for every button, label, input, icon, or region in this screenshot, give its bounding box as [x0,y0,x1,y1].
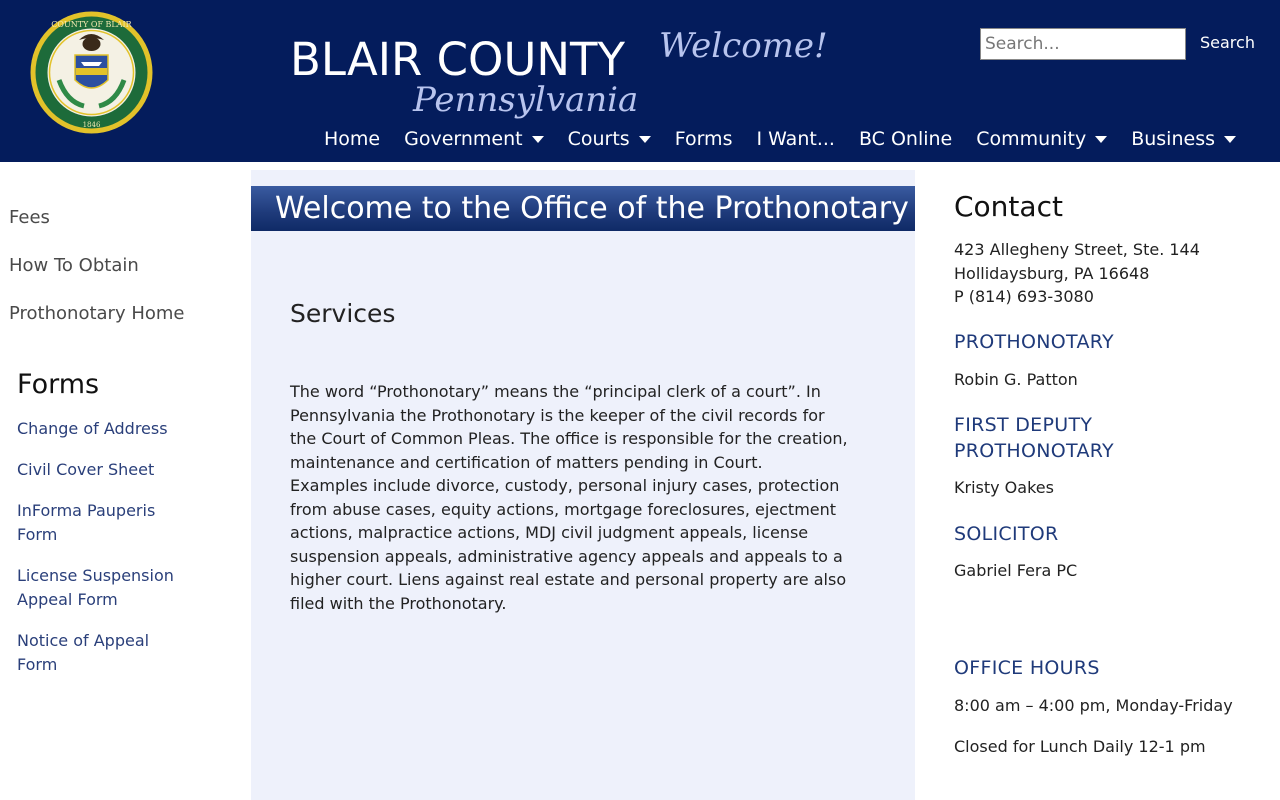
lunch-hours-line: Closed for Lunch Daily 12-1 pm [954,737,1206,756]
deputy-heading-line: PROTHONOTARY [954,440,1114,462]
prothonotary-name: Robin G. Patton [954,370,1078,389]
services-heading: Services [290,299,396,328]
form-link-change-of-address[interactable]: Change of Address [17,419,168,438]
office-hours-heading: OFFICE HOURS [954,657,1100,679]
caret-down-icon [532,136,544,143]
nav-government[interactable] [392,128,556,150]
nav-label: Community [976,128,1087,150]
brand-title[interactable]: BLAIR COUNTY [290,33,626,86]
nav-courts[interactable] [556,128,663,150]
search-button[interactable]: Search [1200,33,1255,52]
caret-down-icon [1224,136,1236,143]
site-header [0,0,1280,162]
nav-label: Home [324,128,381,150]
address-line-1: 423 Allegheny Street, Ste. 144 [954,240,1200,259]
caret-down-icon [639,136,651,143]
sidebar-link-prothonotary-home[interactable]: Prothonotary Home [9,303,185,324]
page-title: Welcome to the Office of the Prothonotary [251,186,915,231]
form-link-civil-cover-sheet[interactable]: Civil Cover Sheet [17,460,155,479]
deputy-name: Kristy Oakes [954,478,1054,497]
nav-label: I Want... [756,128,835,150]
contact-heading: Contact [954,190,1063,223]
address-line-2: Hollidaysburg, PA 16648 [954,263,1150,283]
phone-number: P (814) 693-3080 [954,287,1094,306]
solicitor-name: Gabriel Fera PC [954,561,1078,580]
sidebar-link-how-to-obtain[interactable]: How To Obtain [9,255,139,276]
office-hours-line: 8:00 am – 4:00 pm, Monday-Friday [954,696,1233,715]
solicitor-heading: SOLICITOR [954,523,1059,545]
form-link-informa-pauperis[interactable]: InForma Pauperis Form [17,501,156,544]
seal-text: COUNTY OF BLAIR [51,20,132,29]
main-content [251,170,915,800]
main-nav [312,124,1248,154]
prothonotary-heading: PROTHONOTARY [954,331,1114,353]
nav-forms[interactable] [663,128,745,150]
nav-business[interactable] [1119,128,1248,150]
deputy-heading-line: FIRST DEPUTY [954,414,1093,436]
nav-i-want[interactable] [744,128,846,150]
deputy-heading [954,412,1114,464]
forms-list [17,417,192,694]
services-description: The word “Prothonotary” means the “principal clerk of a court”. In Pennsylvania the Prothonotary is the keeper of the civil records for the Court of Common Pleas. The office is responsible for the creation, maintenance and certification of matters pending in Court. Examples include divorce, custody, personal injury cases, protection from abuse cases, equity actions, mortgage foreclosures, ejectment actions, malpractice actions, MDJ civil judgment appeals, license suspension appeals, administrative agency appeals and appeals to a higher court. Liens against real estate and personal property are also filed with the Prothonotary. [290,382,848,613]
form-link-notice-of-appeal[interactable]: Notice of Appeal Form [17,631,150,674]
brand-subtitle: Pennsylvania [413,80,639,120]
form-link-license-suspension-appeal[interactable]: License Suspension Appeal Form [17,566,174,609]
nav-community[interactable] [964,128,1119,150]
forms-heading: Forms [17,369,100,400]
welcome-text: Welcome! [659,26,828,66]
nav-bc-online[interactable] [847,128,964,150]
search-input[interactable] [980,28,1186,60]
nav-label: Forms [674,128,733,150]
left-sidebar-links [9,206,184,350]
contact-address [954,238,1200,309]
nav-label: BC Online [858,128,953,150]
sidebar-link-fees[interactable]: Fees [9,207,50,228]
nav-label: Business [1131,128,1215,150]
county-seal-logo[interactable] [29,10,154,135]
nav-label: Courts [567,128,630,150]
seal-year: 1846 [82,121,101,129]
nav-home[interactable] [312,128,392,150]
nav-label: Government [404,128,523,150]
caret-down-icon [1095,136,1107,143]
